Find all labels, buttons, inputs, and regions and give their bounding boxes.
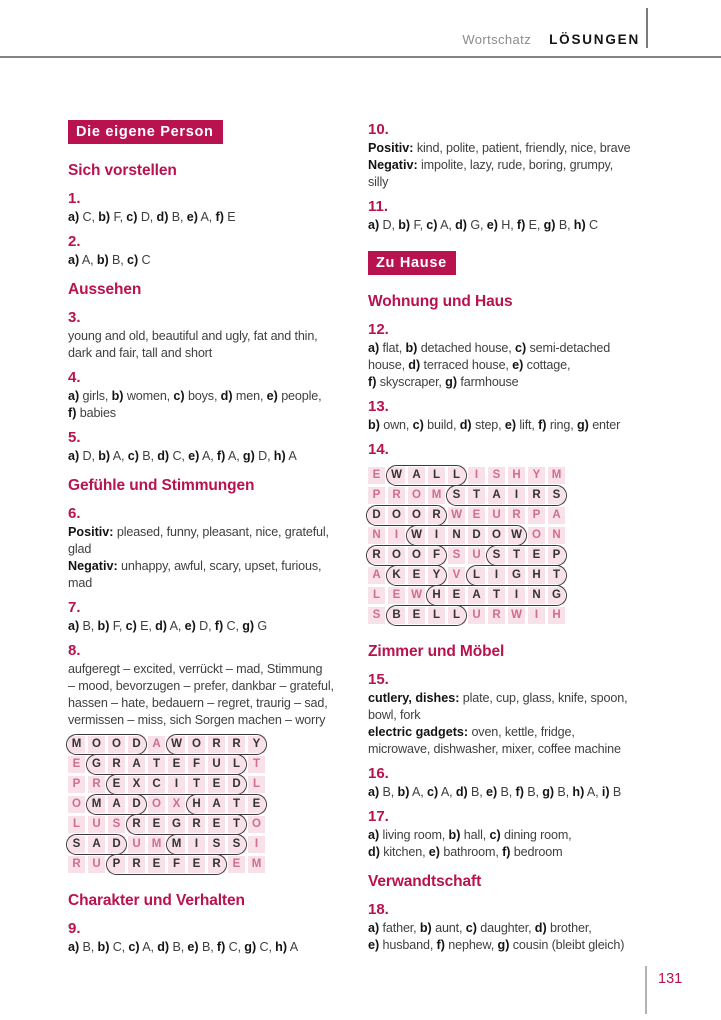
grid-cell: I: [428, 527, 445, 544]
grid-cell: R: [488, 607, 505, 624]
grid-cell: L: [228, 756, 245, 773]
grid-cell: Y: [428, 567, 445, 584]
footer-vertical-bar: [645, 966, 647, 1014]
grid-row: [368, 487, 568, 504]
grid-cell: P: [528, 507, 545, 524]
grid-row: [368, 567, 568, 584]
grid-cell: M: [248, 856, 265, 873]
exercise-number: 6.: [68, 505, 81, 522]
grid-cell: S: [208, 836, 225, 853]
grid-row: [68, 756, 268, 773]
grid-cell: F: [428, 547, 445, 564]
grid-cell: D: [368, 507, 385, 524]
grid-cell: M: [168, 836, 185, 853]
grid-cell: T: [148, 756, 165, 773]
exercise-number: 7.: [68, 599, 81, 616]
grid-cell: E: [148, 816, 165, 833]
exercise-number: 2.: [68, 233, 81, 250]
grid-cell: L: [428, 467, 445, 484]
answer-line: a) father, b) aunt, c) daughter, d) brother,: [368, 921, 592, 935]
answer-line: b) own, c) build, d) step, e) lift, f) ring, g) enter: [368, 418, 621, 432]
grid-cell: R: [428, 507, 445, 524]
grid-cell: U: [488, 507, 505, 524]
grid-cell: G: [168, 816, 185, 833]
grid-row: [368, 587, 568, 604]
section-banner: Die eigene Person: [68, 120, 223, 144]
grid-cell: P: [368, 487, 385, 504]
grid-cell: P: [68, 776, 85, 793]
grid-cell: D: [128, 796, 145, 813]
answer-line: Negativ: impolite, lazy, rude, boring, grumpy,: [368, 158, 614, 172]
grid-cell: E: [468, 507, 485, 524]
exercise-number: 15.: [368, 671, 389, 688]
answer-line: a) girls, b) women, c) boys, d) men, e) people,: [68, 389, 322, 403]
grid-cell: R: [208, 856, 225, 873]
grid-cell: I: [468, 467, 485, 484]
grid-cell: T: [248, 756, 265, 773]
answer-line: a) B, b) F, c) E, d) A, e) D, f) C, g) G: [68, 619, 268, 633]
grid-cell: W: [508, 527, 525, 544]
grid-cell: K: [388, 567, 405, 584]
answer-line: mad: [68, 576, 93, 590]
exercise-number: 10.: [368, 121, 389, 138]
grid-cell: F: [168, 856, 185, 873]
grid-cell: O: [408, 547, 425, 564]
grid-cell: E: [248, 796, 265, 813]
grid-row: [68, 776, 268, 793]
grid-cell: O: [488, 527, 505, 544]
grid-cell: L: [468, 567, 485, 584]
grid-cell: O: [408, 487, 425, 504]
header-rule: [0, 56, 721, 58]
grid-cell: O: [88, 736, 105, 753]
grid-cell: H: [548, 607, 565, 624]
grid-cell: W: [168, 736, 185, 753]
grid-cell: L: [448, 607, 465, 624]
exercise-number: 3.: [68, 309, 81, 326]
grid-cell: M: [148, 836, 165, 853]
grid-cell: R: [228, 736, 245, 753]
grid-cell: P: [108, 856, 125, 873]
grid-cell: U: [468, 607, 485, 624]
answer-line: glad: [68, 542, 92, 556]
grid-cell: W: [388, 467, 405, 484]
grid-cell: H: [508, 467, 525, 484]
answer-line: house, d) terraced house, e) cottage,: [368, 358, 571, 372]
grid-row: [368, 507, 568, 524]
grid-cell: H: [188, 796, 205, 813]
exercise-number: 1.: [68, 190, 81, 207]
grid-cell: D: [228, 776, 245, 793]
exercise-number: 4.: [68, 369, 81, 386]
grid-cell: A: [148, 736, 165, 753]
answer-line: a) living room, b) hall, c) dining room,: [368, 828, 572, 842]
grid-cell: E: [448, 587, 465, 604]
answer-line: f) babies: [68, 406, 116, 420]
exercise-number: 18.: [368, 901, 389, 918]
answer-line: microwave, dishwasher, mixer, coffee machine: [368, 742, 621, 756]
answer-line: a) flat, b) detached house, c) semi-detached: [368, 341, 611, 355]
exercise-number: 9.: [68, 920, 81, 937]
answer-line: Positiv: pleased, funny, pleasant, nice, grateful,: [68, 525, 329, 539]
grid-cell: R: [108, 756, 125, 773]
grid-cell: E: [208, 816, 225, 833]
section-heading: Zimmer und Möbel: [368, 643, 505, 660]
grid-cell: A: [88, 836, 105, 853]
grid-cell: R: [388, 487, 405, 504]
grid-cell: T: [228, 816, 245, 833]
header-section-label: Wortschatz: [462, 32, 532, 47]
grid-cell: A: [468, 587, 485, 604]
grid-cell: U: [88, 856, 105, 873]
grid-cell: E: [228, 856, 245, 873]
grid-cell: Y: [528, 467, 545, 484]
grid-row: [368, 547, 568, 564]
grid-cell: D: [108, 836, 125, 853]
grid-cell: O: [528, 527, 545, 544]
grid-cell: L: [428, 607, 445, 624]
grid-cell: H: [528, 567, 545, 584]
grid-cell: E: [68, 756, 85, 773]
grid-cell: M: [548, 467, 565, 484]
grid-cell: E: [388, 587, 405, 604]
grid-cell: S: [228, 836, 245, 853]
page-header: [0, 31, 640, 49]
grid-cell: W: [508, 607, 525, 624]
grid-cell: L: [68, 816, 85, 833]
grid-cell: I: [168, 776, 185, 793]
grid-cell: O: [388, 547, 405, 564]
grid-cell: S: [488, 467, 505, 484]
right-column: [368, 120, 660, 954]
page-number: 131: [658, 971, 683, 987]
answer-line: young and old, beautiful and ugly, fat and thin,: [68, 329, 318, 343]
exercise-number: 11.: [368, 198, 389, 215]
grid-cell: O: [68, 796, 85, 813]
section-heading: Wohnung und Haus: [368, 293, 513, 310]
grid-cell: E: [168, 756, 185, 773]
grid-cell: E: [408, 607, 425, 624]
grid-cell: V: [448, 567, 465, 584]
grid-cell: E: [528, 547, 545, 564]
exercise-number: 12.: [368, 321, 389, 338]
grid-cell: O: [148, 796, 165, 813]
answer-line: f) skyscraper, g) farmhouse: [368, 375, 519, 389]
grid-cell: L: [448, 467, 465, 484]
house-word-grid: [368, 467, 568, 627]
grid-cell: X: [168, 796, 185, 813]
grid-cell: U: [468, 547, 485, 564]
grid-row: [68, 816, 268, 833]
grid-cell: R: [508, 507, 525, 524]
grid-cell: B: [388, 607, 405, 624]
grid-cell: L: [368, 587, 385, 604]
grid-cell: T: [468, 487, 485, 504]
answer-line: a) A, b) B, c) C: [68, 253, 151, 267]
left-column: [68, 120, 360, 956]
grid-cell: N: [528, 587, 545, 604]
header-vertical-bar: [646, 8, 648, 48]
grid-row: [68, 736, 268, 753]
grid-cell: I: [388, 527, 405, 544]
grid-cell: W: [448, 507, 465, 524]
grid-cell: E: [148, 856, 165, 873]
grid-row: [368, 527, 568, 544]
exercise-number: 13.: [368, 398, 389, 415]
grid-cell: R: [368, 547, 385, 564]
grid-cell: S: [488, 547, 505, 564]
grid-cell: X: [128, 776, 145, 793]
grid-cell: E: [208, 776, 225, 793]
grid-cell: O: [408, 507, 425, 524]
grid-cell: I: [528, 607, 545, 624]
answer-line: a) D, b) F, c) A, d) G, e) H, f) E, g) B, h) C: [368, 218, 598, 232]
grid-cell: O: [248, 816, 265, 833]
header-page-title: LÖSUNGEN: [549, 32, 640, 47]
grid-cell: I: [508, 587, 525, 604]
grid-cell: E: [368, 467, 385, 484]
grid-cell: M: [68, 736, 85, 753]
grid-cell: R: [88, 776, 105, 793]
answer-line: dark and fair, tall and short: [68, 346, 213, 360]
section-heading: Verwandtschaft: [368, 873, 482, 890]
answer-line: – mood, bevorzugen – prefer, dankbar – grateful,: [68, 679, 334, 693]
grid-cell: A: [128, 756, 145, 773]
grid-cell: N: [368, 527, 385, 544]
grid-cell: O: [188, 736, 205, 753]
answer-line: e) husband, f) nephew, g) cousin (bleibt gleich): [368, 938, 625, 952]
grid-cell: T: [488, 587, 505, 604]
grid-cell: N: [548, 527, 565, 544]
grid-cell: I: [248, 836, 265, 853]
grid-cell: R: [68, 856, 85, 873]
grid-row: [368, 607, 568, 624]
grid-cell: T: [228, 796, 245, 813]
grid-cell: H: [428, 587, 445, 604]
grid-cell: G: [88, 756, 105, 773]
exercise-number: 14.: [368, 441, 389, 458]
answer-line: d) kitchen, e) bathroom, f) bedroom: [368, 845, 563, 859]
grid-cell: W: [408, 527, 425, 544]
grid-cell: E: [108, 776, 125, 793]
answer-line: cutlery, dishes: plate, cup, glass, knife, spoon,: [368, 691, 628, 705]
grid-cell: D: [128, 736, 145, 753]
section-heading: Sich vorstellen: [68, 162, 177, 179]
answer-line: a) D, b) A, c) B, d) C, e) A, f) A, g) D, h) A: [68, 449, 297, 463]
grid-row: [68, 836, 268, 853]
grid-row: [68, 856, 268, 873]
grid-cell: A: [108, 796, 125, 813]
grid-cell: M: [88, 796, 105, 813]
grid-cell: A: [408, 467, 425, 484]
section-heading: Gefühle und Stimmungen: [68, 477, 255, 494]
grid-cell: I: [508, 487, 525, 504]
answer-line: silly: [368, 175, 389, 189]
section-heading: Charakter und Verhalten: [68, 892, 245, 909]
grid-cell: O: [388, 507, 405, 524]
section-banner: Zu Hause: [368, 251, 456, 275]
grid-row: [368, 467, 568, 484]
grid-cell: I: [488, 567, 505, 584]
grid-cell: E: [188, 856, 205, 873]
grid-cell: S: [368, 607, 385, 624]
grid-cell: U: [128, 836, 145, 853]
grid-cell: T: [188, 776, 205, 793]
grid-cell: R: [188, 816, 205, 833]
grid-cell: A: [488, 487, 505, 504]
answer-line: hassen – hate, bedauern – regret, traurig – sad,: [68, 696, 328, 710]
grid-cell: S: [548, 487, 565, 504]
grid-cell: R: [528, 487, 545, 504]
answer-line: a) B, b) C, c) A, d) B, e) B, f) C, g) C, h) A: [68, 940, 298, 954]
answer-line: aufgeregt – excited, verrückt – mad, Stimmung: [68, 662, 323, 676]
grid-cell: F: [188, 756, 205, 773]
grid-cell: M: [428, 487, 445, 504]
grid-cell: T: [508, 547, 525, 564]
grid-cell: U: [208, 756, 225, 773]
answer-line: vermissen – miss, sich Sorgen machen – worry: [68, 713, 326, 727]
grid-cell: W: [408, 587, 425, 604]
grid-cell: E: [408, 567, 425, 584]
grid-cell: S: [68, 836, 85, 853]
grid-cell: C: [148, 776, 165, 793]
answer-line: a) B, b) A, c) A, d) B, e) B, f) B, g) B, h) A, i) B: [368, 785, 622, 799]
grid-cell: S: [448, 547, 465, 564]
grid-cell: D: [468, 527, 485, 544]
exercise-number: 8.: [68, 642, 81, 659]
grid-cell: O: [108, 736, 125, 753]
grid-cell: G: [508, 567, 525, 584]
grid-cell: T: [548, 567, 565, 584]
grid-row: [68, 796, 268, 813]
grid-cell: S: [448, 487, 465, 504]
grid-cell: S: [108, 816, 125, 833]
answer-line: electric gadgets: oven, kettle, fridge,: [368, 725, 575, 739]
grid-cell: A: [208, 796, 225, 813]
section-heading: Aussehen: [68, 281, 142, 298]
grid-cell: Y: [248, 736, 265, 753]
exercise-number: 5.: [68, 429, 81, 446]
grid-cell: R: [128, 816, 145, 833]
grid-cell: L: [248, 776, 265, 793]
grid-cell: P: [548, 547, 565, 564]
grid-cell: A: [548, 507, 565, 524]
answer-line: a) C, b) F, c) D, d) B, e) A, f) E: [68, 210, 236, 224]
exercise-number: 16.: [368, 765, 389, 782]
grid-cell: G: [548, 587, 565, 604]
feelings-word-grid: [68, 736, 268, 876]
grid-cell: N: [448, 527, 465, 544]
answer-line: Negativ: unhappy, awful, scary, upset, furious,: [68, 559, 322, 573]
answer-line: Positiv: kind, polite, patient, friendly, nice, brave: [368, 141, 631, 155]
grid-cell: I: [188, 836, 205, 853]
exercise-number: 17.: [368, 808, 389, 825]
grid-cell: R: [208, 736, 225, 753]
answer-line: bowl, fork: [368, 708, 421, 722]
grid-cell: R: [128, 856, 145, 873]
grid-cell: A: [368, 567, 385, 584]
grid-cell: U: [88, 816, 105, 833]
